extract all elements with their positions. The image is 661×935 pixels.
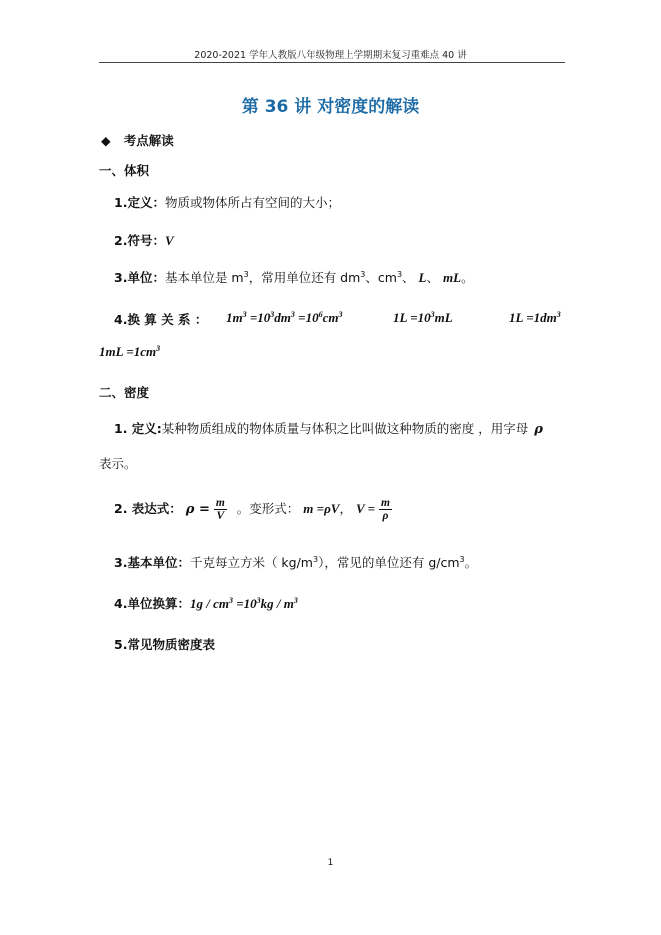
density-unit-text-c: 。	[464, 555, 478, 570]
formula-mid: 。变形式：	[236, 501, 300, 516]
exp: 3	[156, 344, 161, 353]
conversion-eq-ml-cm3	[99, 344, 160, 360]
density-table-heading: 5.常见物质密度表	[114, 637, 215, 652]
lecture-title: 第 36 讲 对密度的解读	[241, 97, 420, 117]
conversion-eq-m3	[226, 310, 342, 326]
volume-symbol-value: V	[164, 233, 174, 248]
section-heading-label: 考点解读	[123, 133, 174, 148]
dc-c: kg / m	[260, 596, 294, 611]
eq2-b: mL	[434, 310, 453, 325]
exp: 3	[556, 310, 561, 319]
fraction-numerator: m	[215, 497, 225, 509]
density-unit-text-b: ），常见的单位还有 g/cm	[318, 555, 460, 570]
rho-symbol: ρ	[534, 422, 543, 437]
density-definition-cont: 表示。	[99, 456, 137, 471]
header-rule	[99, 62, 565, 63]
fraction2-numerator: m	[381, 497, 390, 509]
exp: 3	[242, 310, 247, 319]
density-unit	[114, 553, 477, 571]
eq1-b: =10	[246, 310, 271, 325]
exp: 3	[256, 596, 261, 605]
exp: 3	[338, 310, 343, 319]
volume-symbol	[114, 231, 174, 249]
eq1-d: =10	[294, 310, 319, 325]
density-definition-text: 某种物质组成的物体质量与体积之比叫做这种物质的密度 ，用字母	[161, 421, 529, 436]
volume-definition	[114, 193, 340, 211]
eq3-a: 1L =1dm	[509, 310, 557, 325]
section-heading	[101, 131, 174, 149]
page-number: 1	[327, 858, 334, 868]
exp: 3	[228, 596, 233, 605]
volume-symbol-label: 2.符号：	[114, 233, 165, 248]
density-unit-label: 3.基本单位：	[114, 555, 190, 570]
conversion-eq-l-dm3	[509, 310, 561, 326]
unit-sep: 、	[426, 270, 440, 285]
dc-b: =10	[232, 596, 257, 611]
fraction-denominator: V	[216, 510, 225, 522]
volume-definition-text: 物质或物体所占有空间的大小；	[164, 195, 340, 210]
exp: 3	[313, 555, 319, 564]
eq1-e: cm	[322, 310, 339, 325]
conversion-eq-l-ml	[393, 310, 453, 326]
volume-units	[114, 268, 474, 286]
part1-heading: 一、体积	[99, 163, 150, 178]
density-definition-label: 1. 定义:	[114, 421, 162, 436]
exp: 3	[293, 596, 298, 605]
eq4-a: 1mL =1cm	[99, 344, 157, 359]
exp: 3	[459, 555, 465, 564]
eq1-a: 1m	[226, 310, 243, 325]
density-definition	[114, 419, 543, 437]
formula-rho: ρ =	[185, 502, 210, 517]
density-conversion-label: 4.单位换算：	[114, 596, 190, 611]
eq1-c: dm	[274, 310, 291, 325]
density-conversion	[114, 594, 298, 612]
exp: 3	[243, 270, 249, 279]
conversion-label: 4.换 算 关 系 ：	[114, 312, 208, 327]
density-conversion-eq	[190, 596, 298, 611]
unit-milliliter: mL	[443, 270, 462, 285]
units-end: 。	[461, 270, 474, 285]
density-formula	[114, 497, 392, 522]
formula-label: 2. 表达式：	[114, 501, 182, 516]
exp: 3	[270, 310, 275, 319]
volume-units-text-c: 、cm	[365, 270, 397, 285]
exp: 3	[290, 310, 295, 319]
dc-a: 1g / cm	[189, 596, 229, 611]
formula-variant-volume: V =	[355, 501, 376, 516]
diamond-bullet-icon: ◆	[101, 133, 111, 148]
volume-definition-label: 1.定义：	[114, 195, 165, 210]
exp: 3	[396, 270, 403, 279]
formula-fraction	[214, 497, 227, 522]
density-unit-text-a: 千克每立方米（ kg/m	[189, 555, 313, 570]
fraction2-denominator: ρ	[382, 510, 389, 522]
page-header: 2020-2021 学年人教版八年级物理上学期期末复习重难点 40 讲	[194, 50, 467, 61]
volume-units-text-d: 、	[402, 270, 415, 285]
exp: 3	[430, 310, 435, 319]
formula-fraction-2	[379, 497, 392, 522]
part2-heading: 二、密度	[99, 385, 150, 400]
volume-units-text-a: 基本单位是 m	[164, 270, 244, 285]
formula-variant-mass: m =ρV	[303, 501, 340, 516]
volume-units-label: 3.单位：	[114, 270, 165, 285]
volume-units-text-b: ，常用单位还有 dm	[248, 270, 361, 285]
formula-comma: ，	[339, 501, 352, 516]
exp: 3	[360, 270, 366, 279]
exp: 6	[318, 310, 323, 319]
eq2-a: 1L =10	[393, 310, 431, 325]
unit-liter: L	[418, 270, 427, 285]
